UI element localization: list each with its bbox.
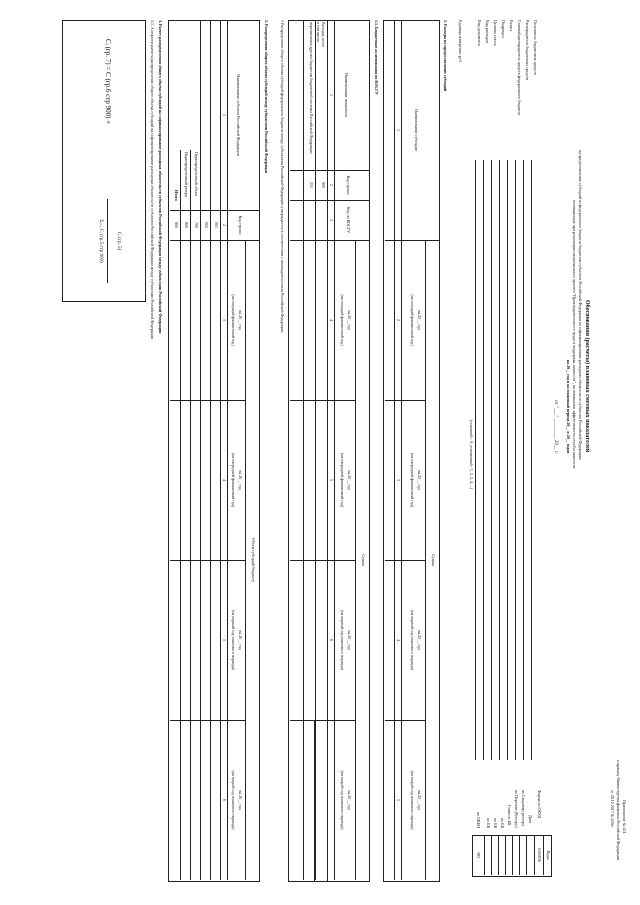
section11-period-4-year: на 20__ год [347,790,352,810]
field-recipient: Получатель бюджетных средств [533,20,538,75]
section1-col-sum: Сумма [431,554,436,566]
code-label-okei: по ОКЕИ [476,812,481,829]
section2-title: 2. Распределение общего объема субсидий между субъектами Российской Федерации [264,20,269,174]
field-target-article: Целевая статья [493,20,498,46]
doc-type-hint: (основной - 0; уточненный - 1, 2, 3, 4, ...) [469,420,474,490]
section11-period-2-year: на 20__ год [347,470,352,490]
code-label-bk-1: по БК [500,818,505,829]
section2-period-2-year: на 20__ год [238,470,243,490]
section1-period-2-year: на 20__ год [417,470,422,490]
section1-title: 1. Расходы на предоставление субсидий [443,20,448,92]
field-chief-distributor: Главный распорядитель средств федерального бюджета [517,20,522,115]
section2-period-1-year: на 20__ год [238,310,243,330]
form-title-2: на предоставление субсидий из федерального бюджета бюджетам субъектов Российской Федерации на софинансирование расходных обязательств субъектов Российской Федерации, [578,150,583,461]
code-label-perechen: по Перечню (Реестру) [514,790,519,828]
section11-period-2-note: (на очередной финансовый год) [340,452,345,508]
section11-col-name: Наименование показателя [344,72,349,118]
code-label-glava: Глава по БК [507,805,512,826]
formula-denominator: Σᵢ₌₁ Cᵢ (гр.5 стр 900) [98,219,103,263]
section11-title: 1.1. Бюджетные ассигнования по КОСГУ [374,20,379,95]
section2-num-3: 3 [222,319,227,321]
appendix-line-2: к приказу Министерства финансов Российской Федерации [616,760,621,860]
code-value-okud: 0505836 [537,848,542,862]
section2-period-4-year: на 20__ год [238,790,243,810]
code-label-date: Дата [528,815,533,823]
section2-period-3-note: (на первый год планового периода) [231,610,236,670]
section2-period-4-note: (на второй год планового периода) [231,770,236,830]
section11-num-3: 3 [329,219,334,221]
code-value-okei: 383 [476,852,481,858]
section2-period-1-note: (на текущий финансовый год) [231,294,236,346]
section2-num-5: 5 [222,639,227,641]
section11-period-3-note: (на первый год планового периода) [340,610,345,670]
section2-total-code: 900 [174,222,179,228]
section11-total-label: Расходы, всего [321,22,326,48]
section2-reserve-code: 800 [184,222,189,228]
field-document-type: Вид документа [477,20,482,46]
section2-code-002: 002 [204,222,209,228]
code-label-reestr: по Сводному реестру [521,790,526,827]
section11-num-2: 2 [329,184,334,186]
section1-period-1-note: (на текущий финансовый год) [410,294,415,346]
section1-col-name: Наименование субсидии [414,109,419,151]
section2-col-name: Наименование субъекта Российской Федерации [236,74,241,156]
section11-period-4-note: (на второй год планового периода) [340,770,345,830]
section1-period-3-year: на 20__ год [417,630,422,650]
section2-col-amount: Объем субсидий бюджету [251,537,256,583]
form-title-4: на 20__ год и на плановый период 20__ и 20__ годов [566,360,571,454]
section11-period-1-year: на 20__ год [347,310,352,330]
section11-period-1-note: (на текущий финансовый год) [340,294,345,346]
form-title-1: Обоснования (расчеты) плановых сметных показателей [584,300,590,453]
section11-col-code: Код строки [346,175,351,195]
section11-col-kosgu: Код по КОСГУ [346,207,351,233]
form-title-3: возникающих при реализации национального проекта "Производительность труда и поддержка занятости", на повышение эффективности службы занятости [572,200,577,469]
section2-total-label: Итого [174,190,179,201]
section1-period-4-year: на 20__ год [417,790,422,810]
code-label-bk-3: по БК [486,818,491,829]
section1-num-4: 4 [396,639,401,641]
section1-num-2: 2 [396,319,401,321]
section2-num-1: 1 [222,114,227,116]
section2-period-3-year: на 20__ год [238,630,243,650]
section1-period-1-year: на 20__ год [417,310,422,330]
field-distributor: Распорядитель бюджетных средств [525,20,530,81]
section2-unallocated-label: Нераспределенный объем [194,152,199,197]
section31-title: 3.1. Алгоритм расчета распределения общего объема субсидий на софинансирование расходных обязательств субъектов Российской Федерации между субъектами Российской Федерации [150,20,155,339]
section1-num-5: 5 [396,799,401,801]
section11-num-5: 5 [329,479,334,481]
section11-col-sum: Сумма [361,554,366,566]
section1-period-4-note: (на второй год планового периода) [410,770,415,830]
codes-header: Коды [546,850,551,860]
section2-num-2: 2 [222,224,227,226]
section2-col-code: Код строки [238,215,243,235]
formula-box [62,20,146,302]
code-label-okud: Форма по ОКУД [537,790,542,819]
section2-num-4: 4 [222,479,227,481]
appendix-line-1: Приложение № 124 [622,800,627,834]
appendix-line-3: от 28.12.2017 № 259н [610,790,615,827]
section1-num-3: 3 [396,479,401,481]
section3-title: 3. Расчет распределения общего объема субсидий на софинансирование расходных обязательств субъектов Российской Федерации между субъектами Российской Федерации [158,20,163,334]
section2-code-001: 001 [214,222,219,228]
code-label-bk-2: по БК [493,818,498,829]
section2-unallocated-code: 700 [194,222,199,228]
section11-total-code: 900 [321,182,326,188]
section11-row-note: перечисления другим бюджетам бюджетной системы Российской Федерации [309,22,314,154]
formula-numerator: Cᵢ (гр. 5) [116,231,121,251]
section2-num-6: 6 [222,799,227,801]
section2-period-2-note: (на очередной финансовый год) [231,452,236,508]
section11-row-code: 251 [309,182,314,188]
field-subsection: Подраздел [501,20,506,38]
section1-period-3-note: (на первый год планового периода) [410,610,415,670]
field-section: Раздел [509,20,514,32]
form-date: от "___" ________ 20__ г. [553,400,558,454]
footnote: 1 Распределение общего объема субсидий федерального бюджета между субъектами Российской Федерации утверждается в соответствии с законодательством Российской Федерации. [280,20,285,334]
section1-period-2-note: (на очередной финансовый год) [410,452,415,508]
section2-table [168,20,260,882]
field-expense-type: Вид расходов [485,20,490,43]
section11-num-6: 6 [329,639,334,641]
section1-num-1: 1 [396,129,401,131]
section2-reserve-label: Нераспределенный резерв [184,152,189,197]
section11-incl-label: в том числе: [316,22,321,43]
section11-num-1: 1 [329,94,334,96]
section11-highlight-cell [314,720,328,882]
section11-period-3-year: на 20__ год [347,630,352,650]
formula-lhs: Cᵢ (гр. 7) = С (гр.6 стр 900) × [104,39,112,125]
section11-num-4: 4 [329,319,334,321]
unit-label: Единица измерения: руб [458,20,463,62]
